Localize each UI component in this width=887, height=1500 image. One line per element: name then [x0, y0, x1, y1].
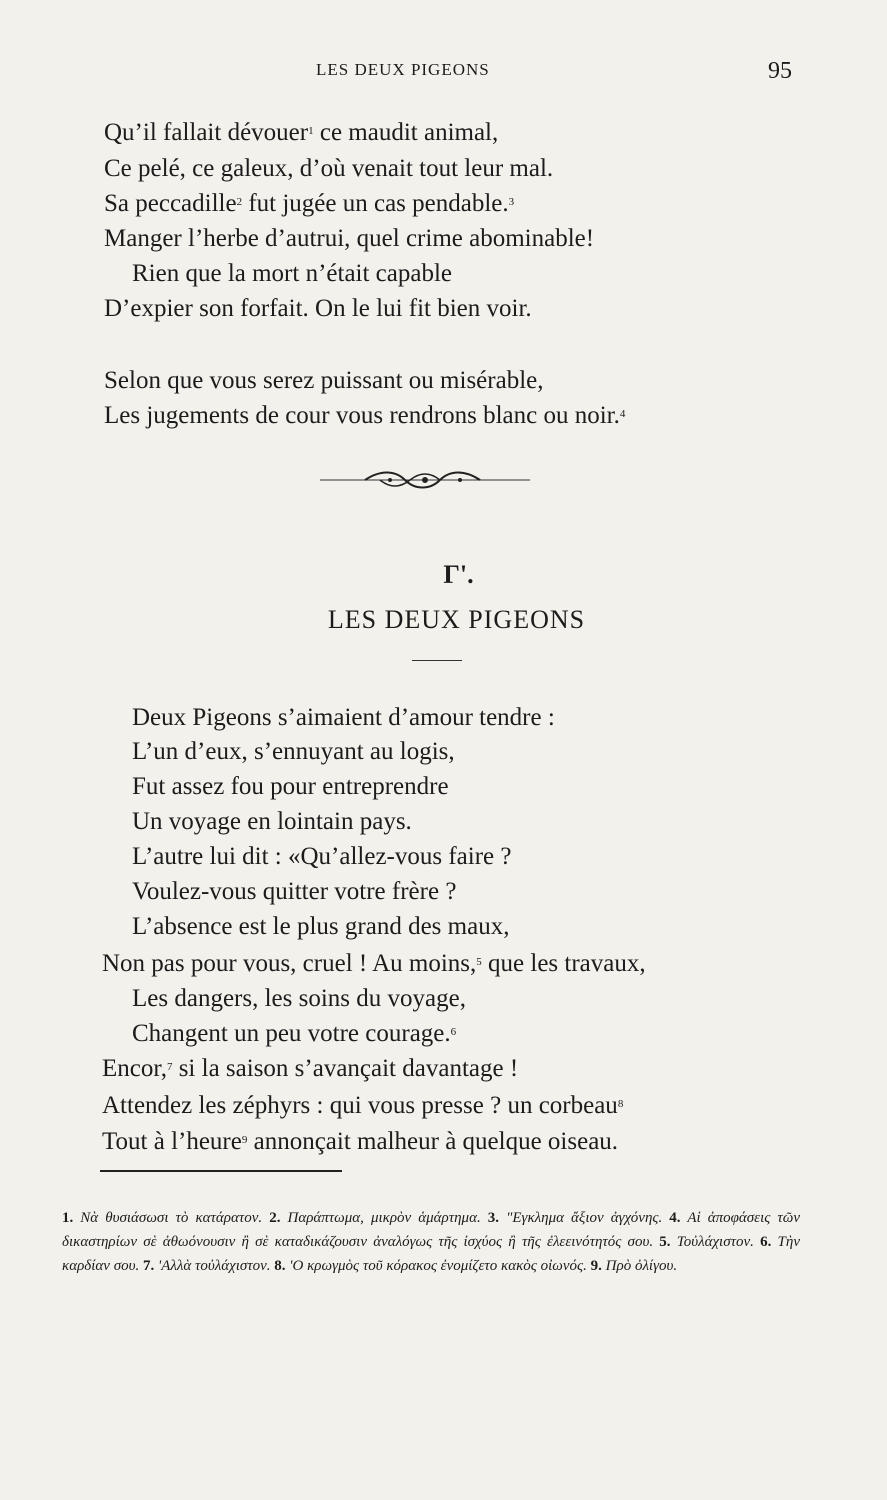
- verse-line: Voulez-vous quitter votre frère ?: [132, 878, 457, 905]
- verse-text: fut jugée un cas pendable.: [242, 190, 509, 217]
- verse-text: Non pas pour vous, cruel ! Au moins,: [102, 950, 477, 977]
- section-number: Γ'.: [443, 560, 474, 589]
- verse-text: Qu’il fallait dévouer: [104, 119, 309, 146]
- ornament-divider: [320, 468, 530, 492]
- footnote-text: Νὰ θυσιάσωσι τὸ κατάρατον.: [73, 1210, 270, 1226]
- verse-line: [132, 1019, 456, 1049]
- footnote-number: 2.: [269, 1210, 281, 1226]
- footnotes: [62, 1206, 800, 1278]
- verse-text: Attendez les zéphyrs : qui vous presse ? un corbeau: [102, 1092, 618, 1119]
- footnote-ref: 6: [450, 1026, 457, 1038]
- verse-line: Fut assez fou pour entreprendre: [132, 773, 449, 800]
- footnote-text: "Εγκλημα ἄξιον ἀγχόνης.: [499, 1210, 670, 1226]
- verse-line: Deux Pigeons s’aimaient d’amour tendre :: [132, 704, 555, 731]
- footnote-text: Τοὐλάχιστον.: [670, 1234, 761, 1250]
- page-number: 95: [768, 58, 792, 84]
- footnote-number: 1.: [62, 1210, 74, 1226]
- verse-line: [104, 118, 498, 148]
- footnote-text: 'Ο κρωγμὸς τοῦ κόρακος ἐνομίζετο κακὸς οἰωνός.: [285, 1258, 591, 1274]
- footnote-number: 4.: [669, 1210, 681, 1226]
- section-title: LES DEUX PIGEONS: [327, 605, 586, 634]
- footnote-rule: [100, 1170, 342, 1172]
- footnote-number: 8.: [274, 1258, 286, 1274]
- footnote-ref: 2: [236, 196, 243, 208]
- verse-line: [102, 1054, 518, 1084]
- verse-text: Sa peccadille: [104, 190, 237, 217]
- verse-line: Un voyage en lointain pays.: [132, 808, 412, 835]
- verse-line: Les dangers, les soins du voyage,: [132, 985, 466, 1012]
- footnote-number: 7.: [142, 1258, 155, 1274]
- verse-line: D’expier son forfait. On le lui fit bien voir.: [104, 295, 532, 322]
- verse-text: si la saison s’avançait davantage !: [172, 1055, 519, 1082]
- verse-text: Changent un peu votre courage.: [132, 1020, 451, 1047]
- running-head: LES DEUX PIGEONS: [316, 60, 490, 79]
- footnote-ref: 8: [617, 1098, 624, 1110]
- footnote-ref: 4: [619, 408, 626, 420]
- verse-line: L’autre lui dit : «Qu’allez-vous faire ?: [132, 843, 512, 870]
- footnote-ref: 3: [508, 196, 515, 208]
- verse-line: L’un d’eux, s’ennuyant au logis,: [132, 738, 455, 765]
- verse-line: Manger l’herbe d’autrui, quel crime abominable!: [104, 225, 595, 252]
- verse-text: que les travaux,: [481, 950, 646, 977]
- verse-line: Rien que la mort n’était capable: [132, 260, 453, 287]
- verse-line: [104, 189, 514, 219]
- footnote-text: Παράπτωμα, μικρὸν ἁμάρτημα.: [280, 1210, 488, 1226]
- footnote-ref: 5: [476, 956, 482, 968]
- footnote-ref: 9: [241, 1134, 248, 1146]
- title-rule: [412, 660, 462, 661]
- footnote-text: Πρὸ ὀλίγου.: [601, 1258, 678, 1274]
- footnote-number: 3.: [487, 1210, 500, 1226]
- verse-line: [102, 1091, 623, 1121]
- verse-text: ce maudit animal,: [313, 119, 499, 146]
- footnote-text: Τὴν καρδίαν σου.: [62, 1234, 800, 1274]
- footnote-text: 'Αλλὰ τοὐλάχιστον.: [154, 1258, 275, 1274]
- verse-text: Encor,: [102, 1055, 167, 1082]
- moral-line: Selon que vous serez puissant ou misérable,: [104, 367, 544, 394]
- footnote-ref: 7: [166, 1061, 173, 1073]
- footnote-number: 5.: [659, 1234, 671, 1250]
- verse-text: annonçait malheur à quelque oiseau.: [247, 1128, 619, 1155]
- footnote-number: 9.: [590, 1258, 602, 1274]
- footnote-number: 6.: [760, 1234, 772, 1250]
- moral-line: [104, 401, 625, 431]
- verse-line: [102, 1127, 618, 1157]
- verse-text: Tout à l’heure: [102, 1128, 242, 1155]
- verse-text: Les jugements de cour vous rendrons blanc ou noir.: [104, 402, 620, 429]
- verse-line: L’absence est le plus grand des maux,: [132, 913, 510, 940]
- verse-line: [102, 949, 646, 979]
- footnote-text: Αἱ ἀποφάσεις τῶν δικαστηρίων σὲ ἀθωόνουσιν ἢ σὲ καταδικάζουσιν ἀναλόγως τῆς ἰσχύος ἢ τῆς ἐλεεινότητός σου.: [62, 1210, 800, 1250]
- verse-line: Ce pelé, ce galeux, d’où venait tout leur mal.: [104, 155, 554, 182]
- footnote-ref: 1: [308, 125, 314, 137]
